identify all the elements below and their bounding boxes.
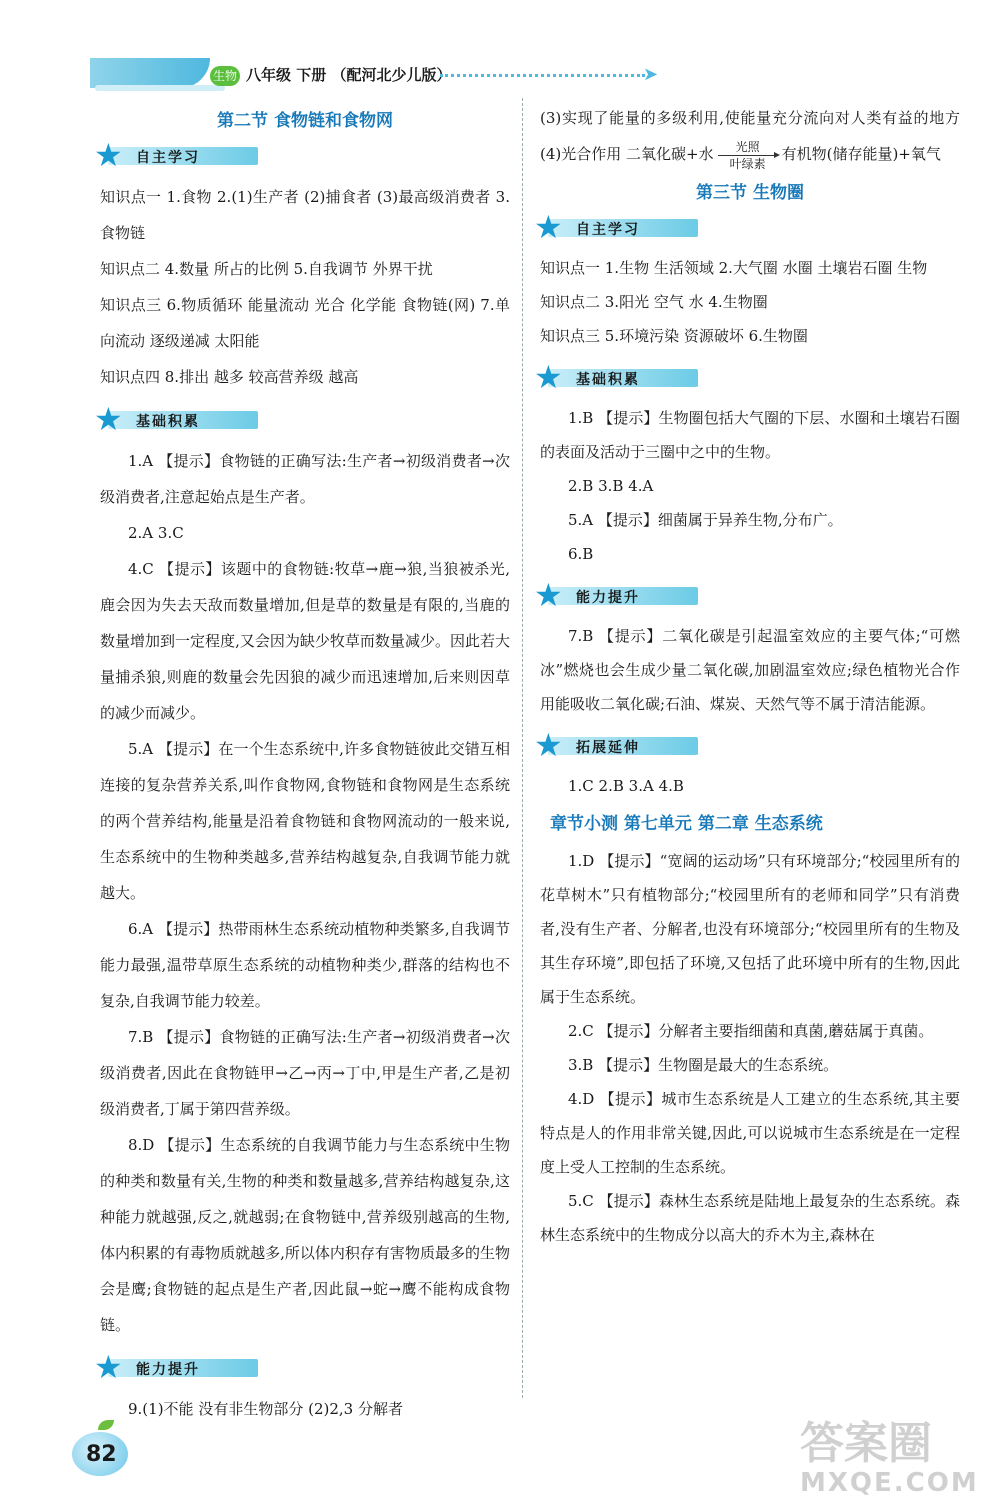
answer-1: 1.A 【提示】食物链的正确写法:生产者→初级消费者→次级消费者,注意起始点是生产者。 [100,452,510,506]
answer-b1: 1.B 【提示】生物圈包括大气圈的下层、水圈和土壤岩石圈的表面及活动于三圈中之中的生物。 [540,409,960,461]
left-column [94,100,510,1427]
answer-extension: 1.C 2.B 3.A 4.B [568,777,684,795]
star-icon: ★ [94,400,123,438]
star-icon: ★ [534,576,563,614]
answer-b7: 7.B 【提示】二氧化碳是引起温室效应的主要气体;“可燃冰”燃烧也会生成少量二氧化碳,加剧温室效应;绿色植物光合作用能吸收二氧化碳;石油、煤炭、天然气等不属于清洁能源。 [540,627,960,713]
page-number: 82 [86,1442,117,1467]
star-icon: ★ [534,208,563,246]
answer-b2-4: 2.B 3.B 4.A [568,477,654,495]
star-icon: ★ [94,1348,123,1386]
section-head-basic-2: ★ 基础积累 [540,367,960,389]
section-head-extension: ★ 拓展延伸 [540,735,960,757]
knowledge-point-3b: 知识点三 5.环境污染 资源破坏 6.生物圈 [540,327,808,345]
section-head-basic: ★ 基础积累 [100,409,510,431]
answer-9-continued: (3)实现了能量的多级利用,使能量充分流向对人类有益的地方(4)光合作用 二氧化碳+水 光照 叶绿素有机物(储存能量)+氧气 [540,109,960,171]
answer-2-3: 2.A 3.C [128,524,184,542]
header-band-decoration [90,58,210,88]
column-divider [522,98,523,1398]
answer-6: 6.A 【提示】热带雨林生态系统动植物种类繁多,自我调节能力最强,温带草原生态系统的动植物种类少,群落的结构也不复杂,自我调节能力较差。 [100,920,510,1010]
arrow-right-icon: ➤ [643,64,659,85]
header-text: 八年级 下册 （配河北少儿版） [246,66,452,84]
chapter-test-title: 章节小测 第七单元 第二章 生态系统 [550,814,823,834]
answer-8: 8.D 【提示】生态系统的自我调节能力与生态系统中生物的种类和数量有关,生物的种类和数量越多,营养结构越复杂,这种能力就越强,反之,就越弱;在食物链中,营养级别越高的生物,体内积累的有毒物质就越多,所以体内积存有害物质最多的生物会是鹰;食物链的起点是生产者,因此鼠→蛇→鹰不能构成食物链。 [100,1136,510,1334]
answer-7: 7.B 【提示】食物链的正确写法:生产者→初级消费者→次级消费者,因此在食物链甲→乙→丙→丁中,甲是生产者,乙是初级消费者,丁属于第四营养级。 [100,1028,510,1118]
answer-5: 5.A 【提示】在一个生态系统中,许多食物链彼此交错互相连接的复杂营养关系,叫作食物网,食物链和食物网是生态系统的两个营养结构,能量是沿着食物链和食物网流动的一般来说,生态系统中的生物种类越多,营养结构越复杂,自我调节能力就越大。 [100,740,510,902]
knowledge-point-1b: 知识点一 1.生物 生活领域 2.大气圈 水圈 土壤岩石圈 生物 [540,259,928,277]
answer-c1: 1.D 【提示】“宽阔的运动场”只有环境部分;“校园里所有的花草树木”只有植物部分;“校园里所有的老师和同学”只有消费者,没有生产者、分解者,也没有环境部分;“校园里所有的生物及其生存环境”,即包括了环境,又包括了此环境中所有的生物,因此属于生态系统。 [540,852,960,1006]
section-title-food-chain: 第二节 食物链和食物网 [217,111,393,131]
star-icon: ★ [94,136,123,174]
section-head-ability: ★ 能力提升 [100,1357,510,1379]
reaction-arrow: 光照 叶绿素 [718,140,778,171]
answer-b6: 6.B [568,545,594,563]
header-swoosh-decoration [95,85,225,91]
header-dotted-line [440,74,645,77]
answer-4: 4.C 【提示】该题中的食物链:牧草→鹿→狼,当狼被杀光,鹿会因为失去天敌而数量增加,但是草的数量是有限的,当鹿的数量增加到一定程度,又会因为缺少牧草而数量减少。因此若大量捕杀狼,则鹿的数量会先因狼的减少而迅速增加,后来则因草的减少而减少。 [100,560,510,722]
knowledge-point-2: 知识点二 4.数量 所占的比例 5.自我调节 外界干扰 [100,260,433,278]
section-title-biosphere: 第三节 生物圈 [696,183,804,203]
knowledge-point-3: 知识点三 6.物质循环 能量流动 光合 化学能 食物链(网) 7.单向流动 逐级递减 太阳能 [100,296,510,350]
knowledge-point-2b: 知识点二 3.阳光 空气 水 4.生物圈 [540,293,768,311]
knowledge-point-4: 知识点四 8.排出 越多 较高营养级 越高 [100,368,359,386]
right-column [534,100,960,1252]
knowledge-point-1: 知识点一 1.食物 2.(1)生产者 (2)捕食者 (3)最高级消费者 3.食物链 [100,188,510,242]
answer-c2: 2.C 【提示】分解者主要指细菌和真菌,蘑菇属于真菌。 [568,1022,934,1040]
answer-b5: 5.A 【提示】细菌属于异养生物,分布广。 [568,511,843,529]
star-icon: ★ [534,358,563,396]
section-head-self-study-2: ★ 自主学习 [540,217,960,239]
leaf-icon [98,1420,114,1430]
answer-9: 9.(1)不能 没有非生物部分 (2)2,3 分解者 [128,1400,403,1418]
watermark: 答案圈 MXQE.COM [800,1418,979,1498]
answer-c4: 4.D 【提示】城市生态系统是人工建立的生态系统,其主要特点是人的作用非常关键,因此,可以说城市生态系统是在一定程度上受人工控制的生态系统。 [540,1090,960,1176]
answer-c3: 3.B 【提示】生物圈是最大的生态系统。 [568,1056,839,1074]
star-icon: ★ [534,726,563,764]
section-head-ability-2: ★ 能力提升 [540,585,960,607]
section-head-self-study: ★ 自主学习 [100,145,510,167]
subject-badge: 生物 [210,66,240,86]
answer-c5: 5.C 【提示】森林生态系统是陆地上最复杂的生态系统。森林生态系统中的生物成分以高大的乔木为主,森林在 [540,1192,960,1244]
